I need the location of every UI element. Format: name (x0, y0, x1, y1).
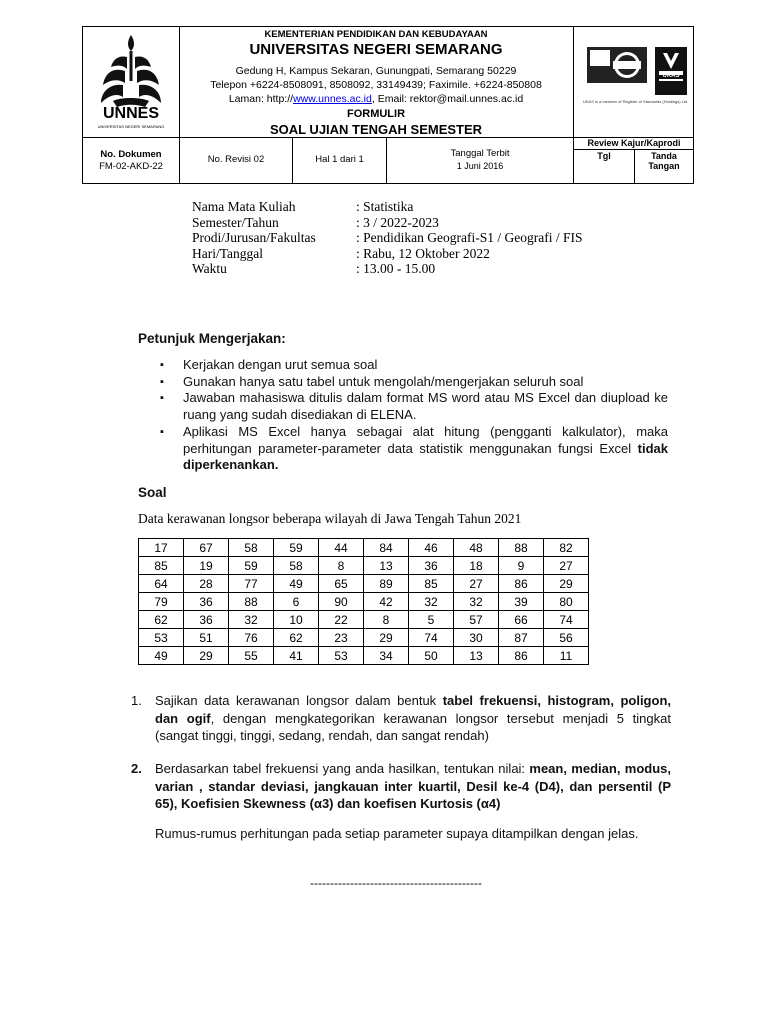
info-row (192, 230, 582, 246)
bullet-icon: ▪ (160, 359, 164, 371)
table-cell: 49 (139, 647, 184, 665)
instruction-emphasis: tidak diperkenankan. (183, 440, 668, 472)
table-cell: 18 (454, 557, 499, 575)
table-cell: 53 (319, 647, 364, 665)
logo-subtext: UNIVERSITAS NEGERI SEMARANG (97, 124, 165, 129)
table-cell: 87 (499, 629, 544, 647)
table-cell: 27 (454, 575, 499, 593)
ministry-name: KEMENTERIAN PENDIDIKAN DAN KEBUDAYAAN (264, 29, 488, 40)
table-cell: 90 (319, 593, 364, 611)
instruction-text-part: Aplikasi MS Excel hanya sebagai alat hitung (pengganti kalkulator), maka perhitungan parameter-parameter data statistik menggunakan fungsi Excel (183, 424, 668, 456)
table-cell: 66 (499, 611, 544, 629)
table-cell: 62 (274, 629, 319, 647)
question-emphasis: tabel frekuensi, histogram, poligon, dan ogif (155, 693, 671, 726)
bullet-icon: ▪ (160, 392, 164, 404)
table-cell: 23 (319, 629, 364, 647)
table-cell: 32 (454, 593, 499, 611)
info-value: : Pendidikan Geografi-S1 / Geografi / FIS (356, 230, 583, 245)
data-table-title: Data kerawanan longsor beberapa wilayah di Jawa Tengah Tahun 2021 (138, 511, 522, 526)
table-cell: 85 (409, 575, 454, 593)
table-cell: 13 (364, 557, 409, 575)
question-text (155, 692, 671, 745)
question-2 (131, 760, 671, 842)
table-cell: 74 (409, 629, 454, 647)
table-cell: 59 (229, 557, 274, 575)
table-cell: 88 (229, 593, 274, 611)
instruction-item (160, 424, 668, 474)
table-cell: 56 (544, 629, 589, 647)
table-cell: 65 (319, 575, 364, 593)
table-cell: 49 (274, 575, 319, 593)
table-cell: 58 (229, 539, 274, 557)
table-cell: 80 (544, 593, 589, 611)
table-cell: 29 (184, 647, 229, 665)
table-cell: 51 (184, 629, 229, 647)
info-value: : 3 / 2022-2023 (356, 214, 439, 230)
table-cell: 79 (139, 593, 184, 611)
bullet-icon: ▪ (160, 426, 164, 438)
table-cell: 55 (229, 647, 274, 665)
data-table (138, 538, 589, 665)
table-cell: 42 (364, 593, 409, 611)
website-link[interactable]: www.unnes.ac.id (293, 93, 372, 105)
info-label: Waktu (192, 261, 227, 276)
instruction-text (183, 424, 668, 474)
table-cell: 6 (274, 593, 319, 611)
table-row (139, 557, 589, 575)
info-row (192, 215, 582, 231)
divider (573, 149, 693, 150)
table-cell: 8 (319, 557, 364, 575)
review-label: Review Kajur/Kaprodi (587, 138, 681, 148)
doc-no-label: No. Dokumen (100, 149, 162, 160)
table-cell: 39 (499, 593, 544, 611)
end-line: ------------------------------------------- (310, 876, 482, 890)
university-name: UNIVERSITAS NEGERI SEMARANG (249, 41, 503, 58)
issue-date-label: Tanggal Terbit (450, 148, 510, 159)
question-emphasis: mean, median, modus, varian , standar deviasi, jangkauan inter kuartil, Desil ke-4 (D4), dan persentil (P 65), Koefisien Skewness (α3) dan koefisen Kurtosis (α4) (155, 761, 671, 811)
unnes-logo (83, 27, 179, 137)
table-cell: 76 (229, 629, 274, 647)
laman-prefix: Laman: http:// (228, 93, 294, 105)
question-number: 2. (131, 761, 142, 776)
table-row (139, 539, 589, 557)
table-cell: 36 (184, 611, 229, 629)
table-cell: 36 (409, 557, 454, 575)
issue-date: 1 Juni 2016 (456, 161, 504, 171)
form-label: FORMULIR (346, 108, 406, 120)
info-value: : Statistika (356, 199, 414, 214)
instruction-item (160, 357, 668, 374)
table-cell: 32 (409, 593, 454, 611)
instruction-text: Kerjakan dengan urut semua soal (183, 357, 378, 372)
table-cell: 36 (184, 593, 229, 611)
table-row (139, 593, 589, 611)
table-cell: 22 (319, 611, 364, 629)
info-row (192, 246, 582, 262)
question-text-part: Sajikan data kerawanan longsor dalam bentuk (155, 693, 443, 708)
question-text-part: , dengan mengkategorikan kerawanan longsor tersebut menjadi 5 tingkat (sangat tinggi, tinggi, sedang, rendah, dan sangat rendah) (155, 710, 671, 743)
table-cell: 86 (499, 647, 544, 665)
table-cell: 30 (454, 629, 499, 647)
table-cell: 19 (184, 557, 229, 575)
table-cell: 57 (454, 611, 499, 629)
table-cell: 17 (139, 539, 184, 557)
info-label: Hari/Tanggal (192, 245, 264, 261)
info-value: : 13.00 - 15.00 (356, 261, 436, 276)
table-cell: 44 (319, 539, 364, 557)
table-cell: 29 (544, 575, 589, 593)
table-cell: 58 (274, 557, 319, 575)
table-cell: 62 (139, 611, 184, 629)
table-cell: 84 (364, 539, 409, 557)
phone: Telepon +6224-8508091, 8508092, 33149439; Faximile. +6224-850808 (210, 79, 542, 91)
doc-no-value: FM-02-AKD-22 (99, 161, 163, 172)
table-cell: 34 (364, 647, 409, 665)
table-cell: 77 (229, 575, 274, 593)
instruction-text: Gunakan hanya satu tabel untuk mengolah/mengerjakan seluruh soal (183, 374, 584, 389)
table-cell: 64 (139, 575, 184, 593)
info-label: Nama Mata Kuliah (192, 199, 296, 214)
table-cell: 85 (139, 557, 184, 575)
table-row (139, 629, 589, 647)
info-row (192, 261, 582, 277)
table-cell: 86 (499, 575, 544, 593)
table-cell: 32 (229, 611, 274, 629)
table-cell: 82 (544, 539, 589, 557)
address: Gedung H, Kampus Sekaran, Gunungpati, Semarang 50229 (235, 65, 517, 77)
address-block (180, 64, 572, 106)
cert-text: UKAS (662, 73, 680, 79)
instructions-title: Petunjuk Mengerjakan: (138, 331, 286, 346)
table-row (139, 611, 589, 629)
logo-text: UNNES (102, 105, 159, 122)
table-cell: 11 (544, 647, 589, 665)
table-cell: 59 (274, 539, 319, 557)
certification-logo (583, 41, 691, 101)
email: , Email: rektor@mail.unnes.ac.id (371, 93, 524, 105)
table-cell: 29 (364, 629, 409, 647)
table-cell: 28 (184, 575, 229, 593)
table-cell: 8 (364, 611, 409, 629)
table-row (139, 647, 589, 665)
info-label: Semester/Tahun (192, 214, 279, 230)
table-cell: 53 (139, 629, 184, 647)
page-count: Hal 1 dari 1 (315, 154, 364, 165)
question-text (155, 760, 671, 813)
exam-info (192, 199, 582, 277)
instruction-item (160, 390, 668, 423)
table-cell: 50 (409, 647, 454, 665)
review-date-label: Tgl (597, 151, 611, 161)
cert-caption: UKAS is a member of Register of Standards (Holdings) Ltd. (583, 99, 689, 104)
review-sign-label: Tanda Tangan (648, 151, 680, 171)
table-cell: 46 (409, 539, 454, 557)
question-text-part: Berdasarkan tabel frekuensi yang anda hasilkan, tentukan nilai: (155, 761, 530, 776)
table-cell: 9 (499, 557, 544, 575)
table-cell: 67 (184, 539, 229, 557)
table-cell: 88 (499, 539, 544, 557)
table-cell: 74 (544, 611, 589, 629)
info-row (192, 199, 582, 215)
document-header (82, 26, 694, 184)
table-cell: 5 (409, 611, 454, 629)
website-line (180, 92, 572, 106)
info-label: Prodi/Jurusan/Fakultas (192, 230, 316, 245)
question-note: Rumus-rumus perhitungan pada setiap parameter supaya ditampilkan dengan jelas. (155, 825, 639, 841)
revision-number: No. Revisi 02 (207, 154, 265, 165)
question-number: 1. (131, 693, 142, 708)
form-title: SOAL UJIAN TENGAH SEMESTER (269, 122, 483, 137)
table-cell: 48 (454, 539, 499, 557)
instruction-text: Jawaban mahasiswa ditulis dalam format MS word atau MS Excel dan diupload ke ruang yang sudah disediakan di ELENA. (183, 390, 668, 422)
table-row (139, 575, 589, 593)
instruction-item (160, 374, 668, 391)
table-cell: 10 (274, 611, 319, 629)
bullet-icon: ▪ (160, 376, 164, 388)
table-cell: 89 (364, 575, 409, 593)
question-1 (131, 692, 671, 745)
soal-title: Soal (138, 485, 167, 500)
table-cell: 41 (274, 647, 319, 665)
table-cell: 27 (544, 557, 589, 575)
table-cell: 13 (454, 647, 499, 665)
info-value: : Rabu, 12 Oktober 2022 (356, 245, 490, 261)
